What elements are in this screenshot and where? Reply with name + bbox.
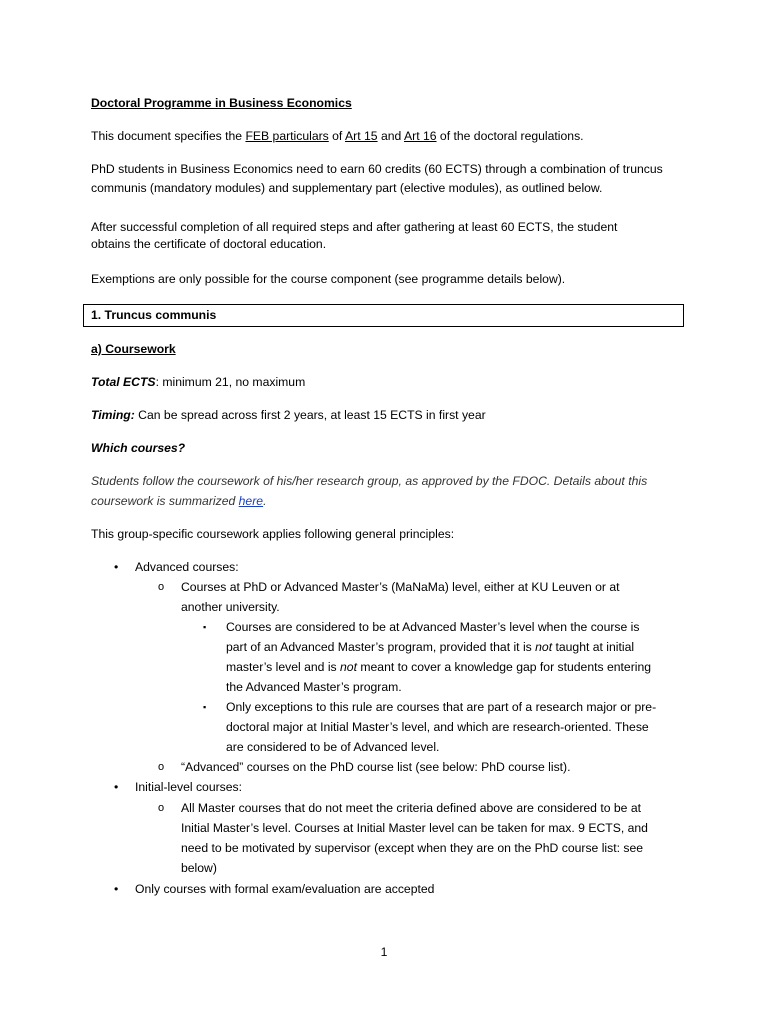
considered-2-pre: part of an Advanced Master’s program, provided that it is [226, 640, 536, 654]
intro-paragraph [91, 128, 584, 144]
principles-intro: This group-specific coursework applies following general principles: [91, 527, 455, 541]
advanced-list-item: “Advanced” courses on the PhD course list (see below: PhD course list). [181, 760, 571, 774]
considered-line-4: the Advanced Master’s program. [226, 680, 402, 694]
initial-courses-item: Initial-level courses: [135, 780, 243, 794]
initial-line-2: Initial Master’s level. Courses at Initial Master level can be taken for max. 9 ECTS, and [181, 821, 648, 835]
intro-and: and [377, 129, 404, 143]
exemptions-paragraph: Exemptions are only possible for the course component (see programme details below). [91, 272, 566, 286]
section-heading: 1. Truncus communis [91, 308, 217, 322]
sub-bullet-marker: o [158, 802, 165, 814]
intro-pre: This document specifies the [91, 129, 246, 143]
timing-value: Can be spread across first 2 years, at least 15 ECTS in first year [134, 408, 486, 422]
art16-link[interactable]: Art 16 [404, 129, 437, 143]
considered-line-3 [226, 659, 651, 675]
considered-2-post: taught at initial [552, 640, 635, 654]
initial-line-4: below) [181, 861, 217, 875]
total-ects-value: : minimum 21, no maximum [155, 375, 306, 389]
considered-3-pre: master’s level and is [226, 660, 341, 674]
which-courses-heading: Which courses? [91, 441, 186, 455]
advanced-courses-item: Advanced courses: [135, 560, 239, 574]
considered-2-not: not [535, 640, 553, 654]
exceptions-line-1: Only exceptions to this rule are courses that are part of a research major or pre- [226, 700, 657, 714]
students-follow-pre: coursework is summarized [91, 494, 239, 508]
timing-label: Timing: [91, 408, 135, 422]
art15-link[interactable]: Art 15 [345, 129, 378, 143]
intro-of: of [328, 129, 346, 143]
feb-particulars-link[interactable]: FEB particulars [245, 129, 329, 143]
sub-sub-bullet-marker: ▪ [203, 702, 207, 712]
formal-exam-item: Only courses with formal exam/evaluation are accepted [135, 882, 435, 896]
phd-level-line-1: Courses at PhD or Advanced Master’s (MaNaMa) level, either at KU Leuven or at [181, 580, 620, 594]
exceptions-line-2: doctoral major at Initial Master’s level, and which are research-oriented. These [226, 720, 649, 734]
considered-line-1: Courses are considered to be at Advanced Master’s level when the course is [226, 620, 640, 634]
students-follow-line-1: Students follow the coursework of his/her research group, as approved by the FDOC. Details about this [91, 474, 648, 488]
considered-3-post: meant to cover a knowledge gap for students entering [356, 660, 652, 674]
completion-line-2: obtains the certificate of doctoral education. [91, 237, 327, 251]
bullet-marker: • [114, 780, 119, 794]
completion-line-1: After successful completion of all required steps and after gathering at least 60 ECTS, the student [91, 220, 618, 234]
document-title: Doctoral Programme in Business Economics [91, 96, 352, 110]
initial-line-3: need to be motivated by supervisor (except when they are on the PhD course list: see [181, 841, 644, 855]
section-heading-box [83, 304, 684, 327]
exceptions-line-3: are considered to be of Advanced level. [226, 740, 440, 754]
sub-bullet-marker: o [158, 581, 165, 593]
students-follow-line-2 [91, 493, 266, 509]
credits-line-1: PhD students in Business Economics need to earn 60 credits (60 ECTS) through a combination of truncus [91, 162, 663, 176]
page-number: 1 [380, 945, 388, 959]
timing-line [91, 407, 486, 423]
phd-level-line-2: another university. [181, 600, 280, 614]
considered-line-2 [226, 639, 634, 655]
here-link[interactable]: here [238, 494, 264, 508]
total-ects-line [91, 374, 305, 390]
intro-post: of the doctoral regulations. [436, 129, 584, 143]
bullet-marker: • [114, 560, 119, 574]
bullet-marker: • [114, 882, 119, 896]
sub-sub-bullet-marker: ▪ [203, 622, 207, 632]
students-follow-post: . [263, 494, 267, 508]
initial-line-1: All Master courses that do not meet the criteria defined above are considered to be at [181, 801, 642, 815]
considered-3-not: not [340, 660, 357, 674]
credits-line-2: communis (mandatory modules) and supplementary part (elective modules), as outlined below. [91, 181, 603, 195]
total-ects-label: Total ECTS [91, 375, 156, 389]
subsection-heading: a) Coursework [91, 342, 176, 356]
sub-bullet-marker: o [158, 761, 165, 773]
